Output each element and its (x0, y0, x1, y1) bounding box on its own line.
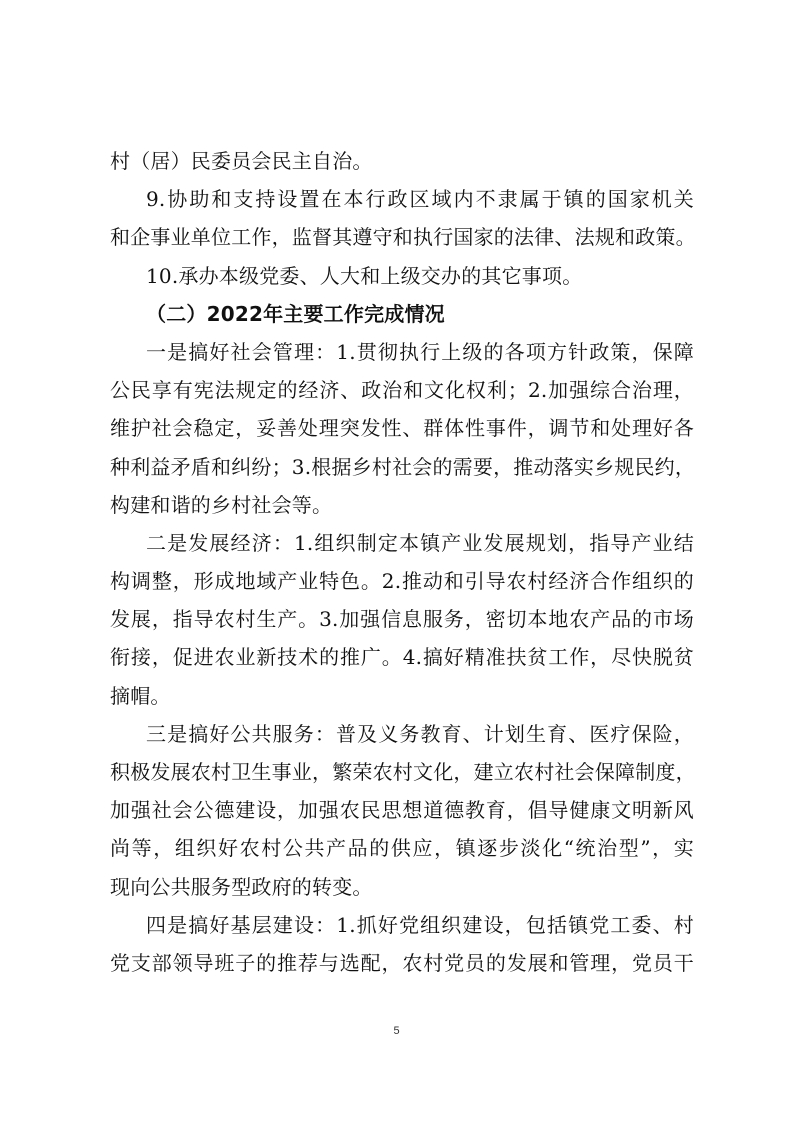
text-line-15: 摘帽。 (110, 683, 171, 708)
text-line-22: 党支部领导班子的推荐与选配，农村党员的发展和管理，党员干 (110, 950, 694, 975)
text-line-4: 10.承办本级党委、人大和上级交办的其它事项。 (146, 263, 583, 288)
text-line-16: 三是搞好公共服务：普及义务教育、计划生育、医疗保险， (146, 721, 694, 746)
text-line-13: 发展，指导农村生产。3.加强信息服务，密切本地农产品的市场 (110, 607, 694, 632)
text-line-19: 尚等，组织好农村公共产品的供应，镇逐步淡化“统治型”，实 (110, 836, 694, 861)
text-line-7: 公民享有宪法规定的经济、政治和文化权利；2.加强综合治理， (110, 378, 694, 403)
text-line-18: 加强社会公德建设，加强农民思想道德教育，倡导健康文明新风 (110, 798, 694, 823)
section-heading: （二）2022年主要工作完成情况 (146, 301, 445, 326)
text-line-1: 村（居）民委员会民主自治。 (110, 149, 373, 173)
text-line-3: 和企事业单位工作，监督其遵守和执行国家的法律、法规和政策。 (110, 225, 696, 250)
text-line-11: 二是发展经济：1.组织制定本镇产业发展规划，指导产业结 (146, 530, 694, 555)
page-number: 5 (393, 1025, 400, 1037)
text-line-10: 构建和谐的乡村社会等。 (110, 492, 333, 517)
text-line-2: 9.协助和支持设置在本行政区域内不隶属于镇的国家机关 (146, 187, 694, 212)
text-line-12: 构调整，形成地域产业特色。2.推动和引导农村经济合作组织的 (110, 569, 694, 594)
text-line-6: 一是搞好社会管理：1.贯彻执行上级的各项方针政策，保障 (146, 339, 694, 364)
text-line-20: 现向公共服务型政府的转变。 (110, 874, 373, 899)
text-line-17: 积极发展农村卫生事业，繁荣农村文化，建立农村社会保障制度， (110, 760, 696, 784)
body-text (110, 142, 694, 982)
text-line-21: 四是搞好基层建设：1.抓好党组织建设，包括镇党工委、村 (146, 912, 694, 937)
text-line-9: 种利益矛盾和纠纷；3.根据乡村社会的需要，推动落实乡规民约， (110, 454, 696, 479)
text-line-14: 衔接，促进农业新技术的推广。4.搞好精准扶贫工作，尽快脱贫 (110, 645, 694, 670)
text-line-8: 维护社会稳定，妥善处理突发性、群体性事件，调节和处理好各 (110, 416, 694, 441)
